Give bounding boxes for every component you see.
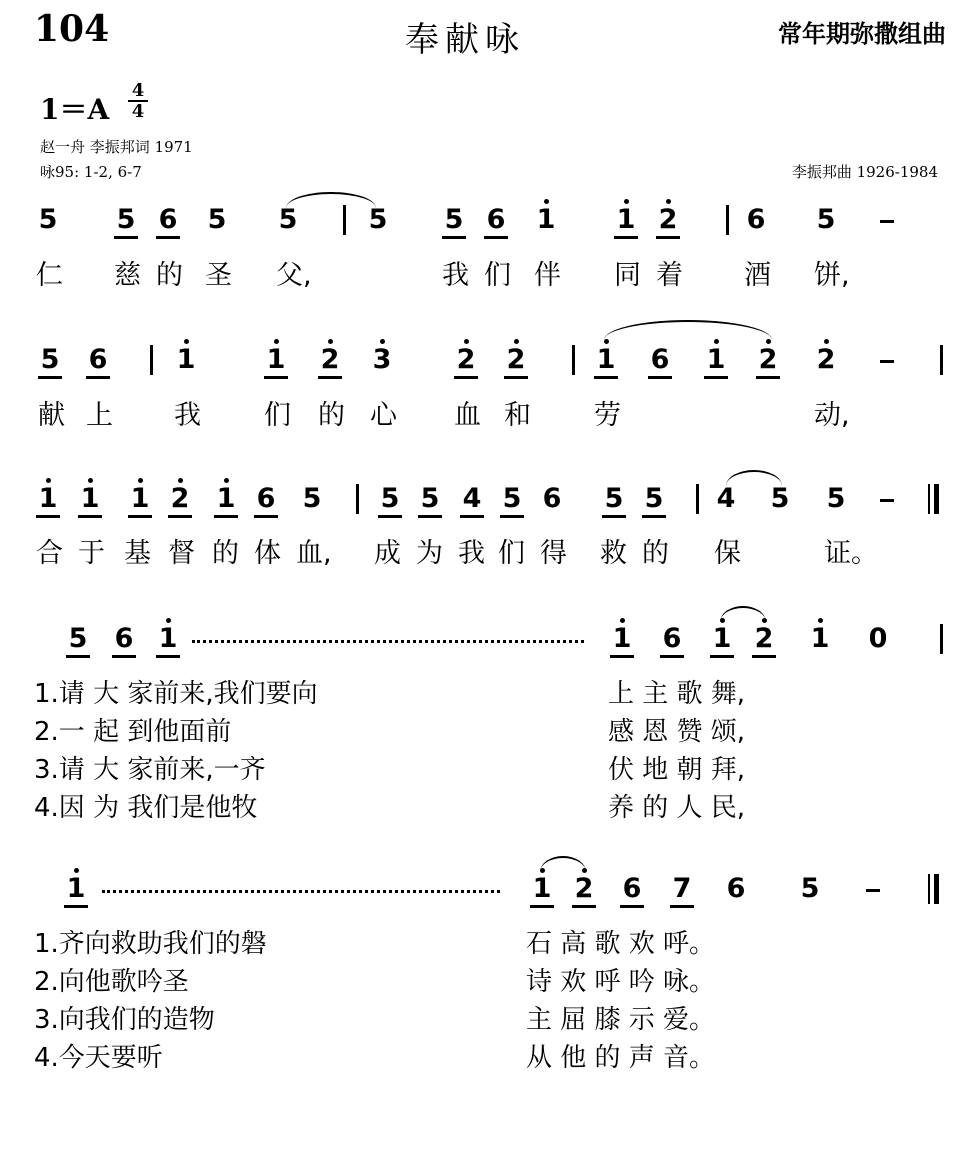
note-value: 1 [130,483,150,514]
note: 6 [86,345,110,375]
note-high [264,345,288,375]
note: 5 [368,204,388,235]
lyric: 们 [264,400,291,431]
note: 6 [484,205,508,235]
verse-3-start: 3.向我们的造物 [34,1005,215,1035]
verse-4-end: 从 他 的 声 音。 [526,1043,716,1073]
note: 5 [642,484,666,514]
note: 5 [602,484,626,514]
note-high [610,624,634,654]
note: 5 [66,624,90,654]
note: 5 [302,483,322,514]
slur [720,606,766,622]
note: 6 [254,484,278,514]
note: 5 [816,204,836,235]
note: 5 [826,483,846,514]
barline [696,484,699,514]
note: 5 [500,484,524,514]
note-high [36,484,60,514]
hymn-number: 104 [34,8,110,50]
note-high [704,345,728,375]
time-signature-bottom: 4 [131,101,145,122]
note-high [756,345,780,375]
note-value: 3 [372,344,392,375]
lyric: 们 [498,538,525,569]
note: 6 [746,204,766,235]
lyric: 血 [454,400,481,431]
slur [604,320,772,340]
note: 6 [726,873,746,904]
note-high [156,624,180,654]
barline [940,624,943,654]
recitation-dotted-line [102,890,500,893]
note-value: 1 [266,344,286,375]
note-value: 1 [712,623,732,654]
lyric: 得 [540,538,567,569]
rest: 0 [868,623,888,654]
verse-3-end: 主 屈 膝 示 爱。 [526,1005,716,1035]
note-value: 2 [506,344,526,375]
barline [356,484,359,514]
note: 6 [648,345,672,375]
lyric: 父, [276,260,312,291]
note-value: 1 [596,344,616,375]
note-high [454,345,478,375]
lyric: 的 [212,538,239,569]
note-high [504,345,528,375]
collection-name: 常年期弥撒组曲 [778,20,946,48]
lyric: 我 [442,260,469,291]
lyric: 保 [714,538,741,569]
note-high [128,484,152,514]
lyricist-credit: 赵一舟 李振邦词 1971 [40,138,193,156]
note-high [572,874,596,904]
lyric: 血, [296,538,332,569]
lyric: 劳 [594,400,621,431]
note: 5 [278,204,298,235]
note-high [614,205,638,235]
verse-1-start: 1.请 大 家前来,我们要向 [34,679,318,709]
lyric: 心 [370,400,397,431]
note: 5 [800,873,820,904]
lyric: 的 [642,538,669,569]
note-high [710,624,734,654]
lyric: 着 [656,260,683,291]
verse-2-end: 感 恩 赞 颂, [608,717,746,747]
verse-1-end: 石 高 歌 欢 呼。 [526,929,716,959]
note-value: 1 [536,204,556,235]
note-value: 2 [816,344,836,375]
barline [726,205,729,235]
note-high [64,874,88,904]
lyric: 于 [78,538,105,569]
note-high [318,345,342,375]
note-high [814,345,838,375]
lyric: 救 [600,538,627,569]
time-signature [128,82,148,120]
lyric: 伴 [534,260,561,291]
lyric: 成 [374,538,401,569]
note-value: 1 [38,483,58,514]
note: 6 [156,205,180,235]
note-value: 1 [158,623,178,654]
note-value: 2 [574,873,594,904]
lyric: 我 [174,400,201,431]
lyric: 仁 [36,260,63,291]
lyric: 合 [36,538,63,569]
note-value: 2 [170,483,190,514]
note-high [174,345,198,375]
composer-credit: 李振邦曲 1926-1984 [791,163,938,181]
note-value: 1 [80,483,100,514]
lyric: 督 [168,538,195,569]
note: 6 [620,874,644,904]
verse-4-start: 4.因 为 我们是他牧 [34,793,258,823]
verse-2-start: 2.一 起 到他面前 [34,717,232,747]
barline [940,345,943,375]
note: 5 [38,345,62,375]
note-high [214,484,238,514]
note-high [656,205,680,235]
note-high [530,874,554,904]
note: 5 [442,205,466,235]
verse-1-start: 1.齐向救助我们的磐 [34,929,267,959]
slur [286,192,376,208]
note-high [168,484,192,514]
psalm-reference: 咏95: 1-2, 6-7 [40,163,142,181]
lyric: 基 [124,538,151,569]
lyric: 证。 [824,538,878,569]
verse-2-start: 2.向他歌吟圣 [34,967,189,997]
dash [880,220,894,223]
verse-3-start: 3.请 大 家前来,一齐 [34,755,266,785]
note: 6 [112,624,136,654]
note-value: 1 [612,623,632,654]
key-signature: 1＝A [40,93,110,126]
lyric: 的 [318,400,345,431]
lyric: 为 [416,538,443,569]
hymn-title: 奉献咏 [405,20,525,60]
note-value: 1 [810,623,830,654]
dash [880,499,894,502]
dash [866,889,880,892]
lyric: 和 [504,400,531,431]
note-value: 1 [216,483,236,514]
verse-3-end: 伏 地 朝 拜, [608,755,746,785]
lyric: 体 [254,538,281,569]
note-value: 1 [706,344,726,375]
note-value: 2 [758,344,778,375]
lyric: 慈 [114,260,141,291]
lyric: 圣 [205,260,232,291]
note-value: 1 [616,204,636,235]
note-value: 1 [532,873,552,904]
lyric: 们 [484,260,511,291]
note: 6 [542,483,562,514]
lyric: 的 [156,260,183,291]
note-high [752,624,776,654]
note: 4 [716,483,736,514]
dash [880,360,894,363]
note: 6 [660,624,684,654]
verse-2-end: 诗 欢 呼 吟 咏。 [526,967,716,997]
time-signature-top: 4 [131,80,145,101]
note: 5 [207,204,227,235]
verse-1-end: 上 主 歌 舞, [608,679,746,709]
note: 5 [770,483,790,514]
note-high [370,345,394,375]
lyric: 酒 [744,260,771,291]
note-value: 2 [658,204,678,235]
barline [572,345,575,375]
note-value: 1 [66,873,86,904]
verse-4-end: 养 的 人 民, [608,793,746,823]
lyric: 同 [614,260,641,291]
note-value: 2 [754,623,774,654]
recitation-dotted-line [192,640,584,643]
barline [343,205,346,235]
lyric: 饼, [814,260,850,291]
barline [150,345,153,375]
lyric: 我 [458,538,485,569]
note-value: 2 [456,344,476,375]
note-high [534,205,558,235]
lyric: 献 [38,400,65,431]
note: 7 [670,874,694,904]
lyric: 上 [86,400,113,431]
note: 5 [378,484,402,514]
note-value: 1 [176,344,196,375]
note: 4 [460,484,484,514]
note: 5 [38,204,58,235]
note-high [78,484,102,514]
note-value: 2 [320,344,340,375]
note-high [594,345,618,375]
note-high [808,624,832,654]
note: 5 [418,484,442,514]
verse-4-start: 4.今天要听 [34,1043,163,1073]
note: 5 [114,205,138,235]
slur [540,856,586,872]
lyric: 动, [814,400,850,431]
